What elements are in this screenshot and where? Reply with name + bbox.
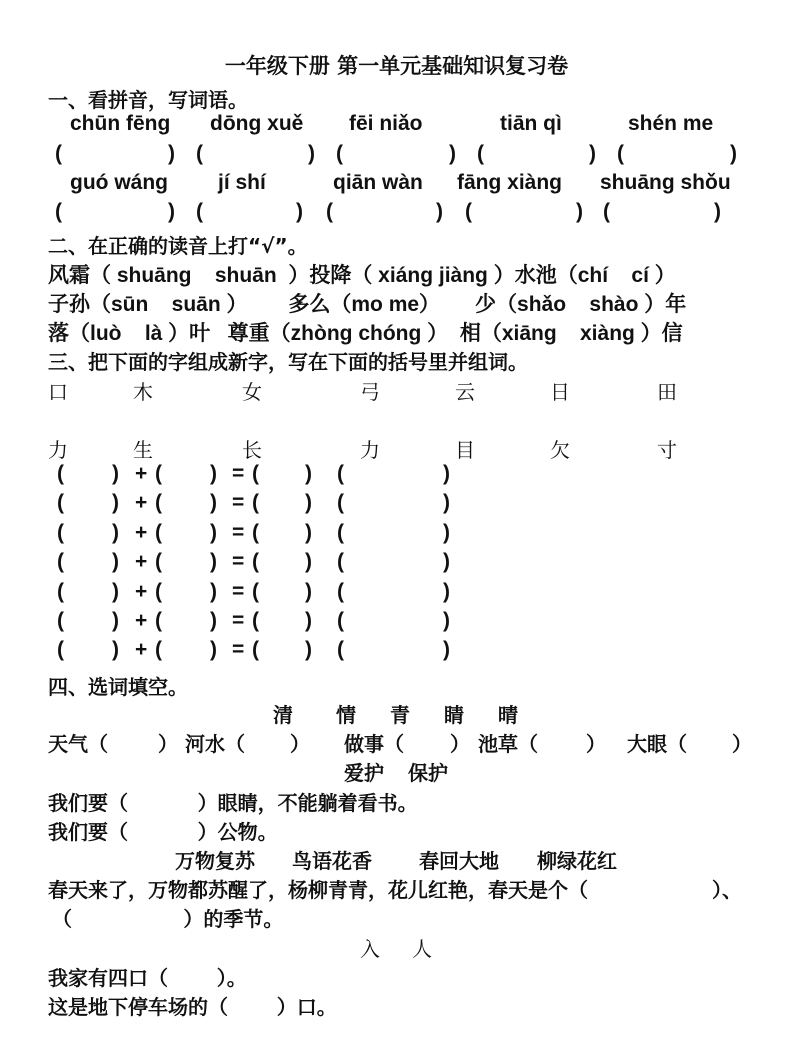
option: 情 <box>336 703 356 727</box>
close-paren: ) <box>443 462 450 485</box>
open-paren: ( <box>155 609 162 632</box>
sentence-4: 我家有四口（ ）。 <box>48 966 247 990</box>
pinyin-2-2: jí shí <box>218 171 266 194</box>
char: 长 <box>242 438 262 462</box>
reading-line-1: 风霜（ shuāng shuān ）投降（ xiáng jiàng ）水池（chí cí ） <box>48 264 676 287</box>
open-paren: ( <box>57 609 64 632</box>
char: 力 <box>360 438 380 462</box>
close-paren: ) <box>305 638 312 662</box>
open-paren: ( <box>617 142 624 165</box>
open-paren: ( <box>252 491 259 515</box>
option: 人 <box>412 937 432 961</box>
fill-item: 天气（ <box>48 732 108 756</box>
open-paren: ( <box>57 579 64 603</box>
plus-sign: + <box>135 520 148 544</box>
option: 春回大地 <box>419 849 499 873</box>
open-paren: ( <box>252 550 259 574</box>
option: 入 <box>360 937 380 961</box>
char: 女 <box>242 380 262 404</box>
equals-sign: = <box>232 609 245 632</box>
open-paren: ( <box>252 609 259 632</box>
char: 欠 <box>550 438 570 462</box>
pinyin-1-2: dōng xuě <box>210 112 304 135</box>
sentence-3-line-1: 春天来了，万物都苏醒了，杨柳青青，花儿红艳，春天是个（ <box>48 878 588 902</box>
open-paren: ( <box>155 550 162 574</box>
close-paren: ) <box>449 142 456 165</box>
plus-sign: + <box>135 491 148 515</box>
pinyin-1-1: chūn fēng <box>70 112 171 135</box>
equals-sign: = <box>232 550 245 574</box>
pinyin-1-3: fēi niǎo <box>349 112 423 135</box>
close-paren: ) <box>305 609 312 632</box>
fill-item: 大眼（ <box>627 732 687 756</box>
option: 晴 <box>498 703 518 727</box>
close-paren: ) <box>112 520 119 544</box>
close-paren: ） <box>732 732 752 756</box>
close-paren: ) <box>305 520 312 544</box>
pinyin-1-5: shén me <box>628 112 714 135</box>
close-paren: ) <box>305 491 312 515</box>
open-paren: ( <box>252 462 259 485</box>
equals-sign: = <box>232 491 245 515</box>
close-paren: ) <box>112 638 119 662</box>
close-paren: ) <box>210 462 217 485</box>
close-paren: ) <box>112 550 119 574</box>
fill-item: 河水（ <box>185 732 245 756</box>
close-paren: ) <box>443 550 450 574</box>
close-paren: ) <box>436 200 443 223</box>
char: 口 <box>48 380 68 404</box>
option: 柳绿花红 <box>537 849 617 873</box>
close-paren: ) <box>112 609 119 632</box>
open-paren: ( <box>155 579 162 603</box>
open-paren: ( <box>155 491 162 515</box>
close-paren: ) <box>210 550 217 574</box>
open-paren: ( <box>155 462 162 485</box>
close-paren: ) <box>443 609 450 632</box>
open-paren: ( <box>57 491 64 515</box>
close-paren: ） <box>290 732 310 756</box>
open-paren: ( <box>57 550 64 574</box>
close-paren: ) <box>112 462 119 485</box>
plus-sign: + <box>135 579 148 603</box>
open-paren: ( <box>55 142 62 165</box>
sentence-2: 我们要（ ）公物。 <box>48 820 278 844</box>
close-paren: ) <box>210 520 217 544</box>
option: 清 <box>273 703 293 727</box>
close-paren: ) <box>305 579 312 603</box>
close-paren: ） <box>158 732 178 756</box>
close-paren: ) <box>443 638 450 662</box>
open-paren: ( <box>57 638 64 662</box>
plus-sign: + <box>135 462 148 485</box>
open-paren: ( <box>336 142 343 165</box>
option: 爱护 <box>344 761 384 785</box>
equals-sign: = <box>232 462 245 485</box>
open-paren: ( <box>603 200 610 223</box>
open-paren: ( <box>337 491 344 515</box>
char: 生 <box>133 438 153 462</box>
close-paren: ) <box>305 462 312 485</box>
open-paren: ( <box>57 520 64 544</box>
char: 田 <box>657 380 677 404</box>
char: 木 <box>133 380 153 404</box>
close-paren: ) <box>210 638 217 662</box>
close-paren: ) <box>443 579 450 603</box>
open-paren: ( <box>196 142 203 165</box>
open-paren: ( <box>196 200 203 223</box>
pinyin-2-1: guó wáng <box>70 171 168 194</box>
open-paren: ( <box>155 520 162 544</box>
pinyin-2-5: shuāng shǒu <box>600 171 731 194</box>
char: 日 <box>550 380 570 404</box>
plus-sign: + <box>135 609 148 632</box>
close-paren: ) <box>168 142 175 165</box>
open-paren: ( <box>252 638 259 662</box>
char: 云 <box>455 380 475 404</box>
close-paren: ） <box>450 732 470 756</box>
open-paren: ( <box>465 200 472 223</box>
option: 万物复苏 <box>175 849 255 873</box>
close-paren: ) <box>714 200 721 223</box>
option: 青 <box>390 703 410 727</box>
pinyin-1-4: tiān qì <box>500 112 562 135</box>
equals-sign: = <box>232 520 245 544</box>
char: 弓 <box>360 380 380 404</box>
close-paren: ) <box>730 142 737 165</box>
equals-sign: = <box>232 638 245 662</box>
open-paren: ( <box>55 200 62 223</box>
fill-item: 做事（ <box>344 732 404 756</box>
close-paren: ) <box>576 200 583 223</box>
option: 保护 <box>408 761 448 785</box>
open-paren: ( <box>57 462 64 485</box>
open-paren: ( <box>337 550 344 574</box>
section-3-heading: 三、把下面的字组成新字，写在下面的括号里并组词。 <box>48 350 528 374</box>
sentence-3-end: ）、 <box>712 878 742 902</box>
open-paren: ( <box>477 142 484 165</box>
open-paren: ( <box>337 520 344 544</box>
close-paren: ) <box>308 142 315 165</box>
page-title: 一年级下册 第一单元基础知识复习卷 <box>224 54 569 78</box>
open-paren: ( <box>252 579 259 603</box>
close-paren: ) <box>112 579 119 603</box>
sentence-5: 这是地下停车场的（ ）口。 <box>48 995 337 1019</box>
section-1-heading: 一、看拼音，写词语。 <box>48 88 248 112</box>
char: 寸 <box>657 438 677 462</box>
char: 力 <box>48 438 68 462</box>
section-2-heading: 二、在正确的读音上打“√”。 <box>48 234 308 258</box>
close-paren: ) <box>305 550 312 574</box>
sentence-1: 我们要（ ）眼睛，不能躺着看书。 <box>48 791 418 815</box>
close-paren: ) <box>443 491 450 515</box>
open-paren: ( <box>252 520 259 544</box>
section-4-heading: 四、选词填空。 <box>48 675 188 699</box>
option: 鸟语花香 <box>292 849 372 873</box>
char: 目 <box>455 438 475 462</box>
equals-sign: = <box>232 579 245 603</box>
open-paren: ( <box>326 200 333 223</box>
fill-item: 池草（ <box>478 732 538 756</box>
open-paren: ( <box>337 462 344 485</box>
close-paren: ) <box>296 200 303 223</box>
open-paren: ( <box>155 638 162 662</box>
close-paren: ) <box>210 491 217 515</box>
open-paren: ( <box>337 609 344 632</box>
open-paren: ( <box>337 638 344 662</box>
close-paren: ) <box>168 200 175 223</box>
pinyin-2-3: qiān wàn <box>333 171 423 194</box>
close-paren: ） <box>586 732 606 756</box>
pinyin-2-4: fāng xiàng <box>457 171 563 194</box>
plus-sign: + <box>135 638 148 662</box>
close-paren: ) <box>112 491 119 515</box>
close-paren: ) <box>589 142 596 165</box>
reading-line-3: 落（luò là ）叶 尊重（zhòng chóng ） 相（xiāng xiàng ）信 <box>48 322 683 345</box>
reading-line-2: 子孙（sūn suān ） 多么（mo me） 少（shǎo shào ）年 <box>48 293 687 316</box>
close-paren: ) <box>210 609 217 632</box>
option: 睛 <box>444 703 464 727</box>
plus-sign: + <box>135 550 148 574</box>
close-paren: ) <box>443 520 450 544</box>
open-paren: ( <box>337 579 344 603</box>
close-paren: ) <box>210 579 217 603</box>
sentence-3-line-2: （ ）的季节。 <box>52 907 284 931</box>
